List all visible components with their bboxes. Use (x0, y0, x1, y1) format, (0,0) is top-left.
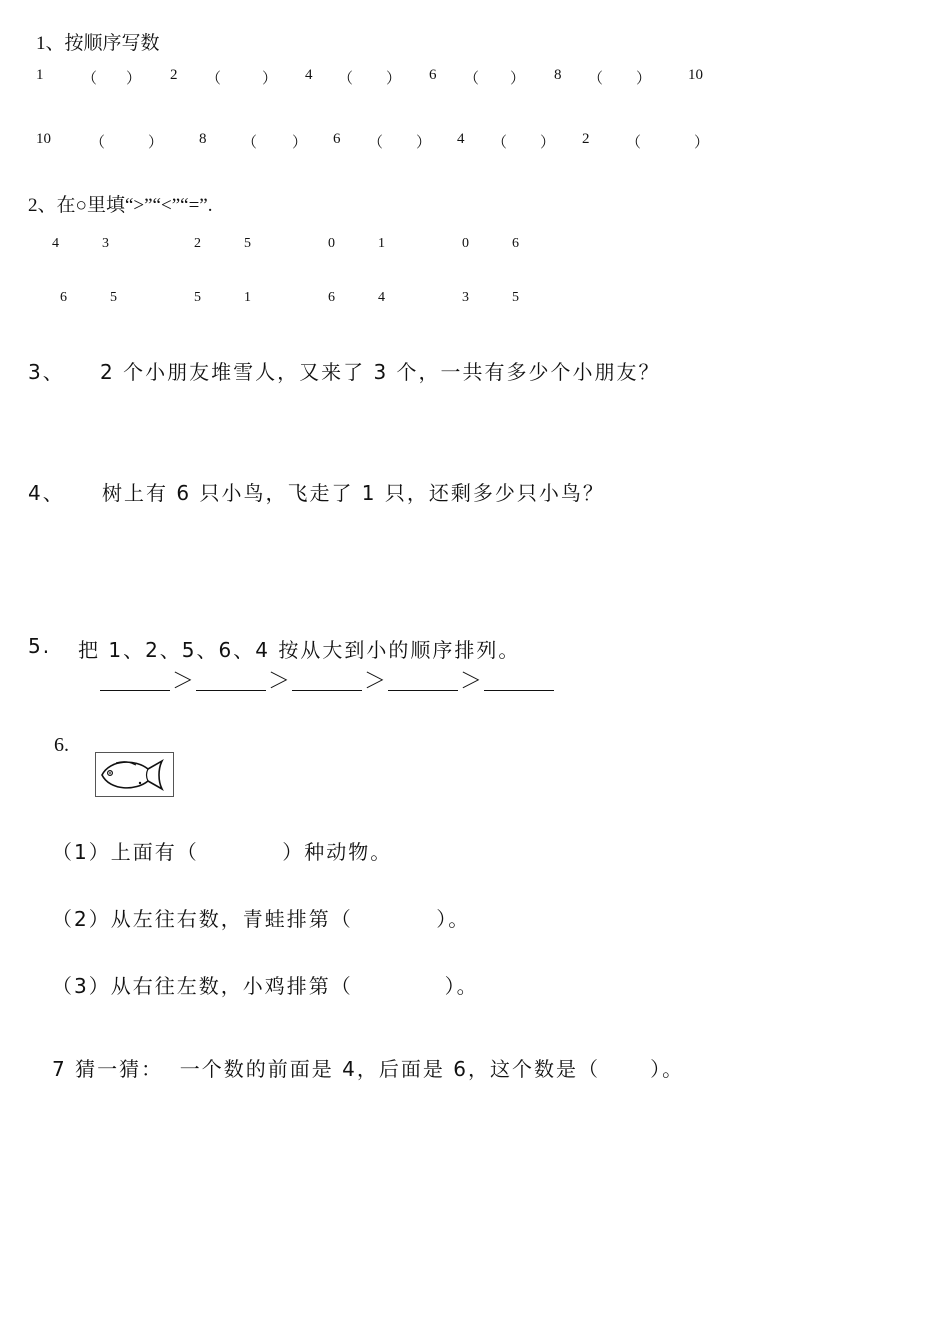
q1-row2-paren-open: （ (368, 135, 384, 151)
q1-row1-num: 4 (305, 67, 313, 83)
q2-number: 6 (328, 290, 335, 305)
q1-row1-paren-close: ） (262, 71, 278, 87)
q1-row2-num: 4 (457, 131, 465, 147)
answer-blank[interactable] (388, 690, 458, 691)
q1-row1-paren-open: （ (464, 71, 480, 87)
q1-row2-paren-close: ） (292, 135, 308, 151)
q1-row2-paren-close: ） (148, 135, 164, 151)
q1-row2-paren-open: （ (90, 135, 106, 151)
answer-blank[interactable] (100, 690, 170, 691)
q1-row2-num: 10 (36, 131, 51, 147)
q1-row2-paren-close: ） (416, 135, 432, 151)
q5-text: 把 1、2、5、6、4 按从大到小的顺序排列。 (78, 638, 521, 662)
greater-than-sign: ＞ (364, 669, 387, 694)
q1-row1-paren-open: （ (588, 71, 604, 87)
q1-row1-paren-open: （ (338, 71, 354, 87)
q2-number: 5 (194, 290, 201, 305)
greater-than-sign: ＞ (460, 669, 483, 694)
q2-number: 2 (194, 236, 201, 251)
q2-number: 6 (512, 236, 519, 251)
q1-row2-num: 8 (199, 131, 207, 147)
q2-number: 6 (60, 290, 67, 305)
animal-picture (95, 752, 174, 797)
q1-row1-paren-open: （ (206, 71, 222, 87)
q2-number: 0 (328, 236, 335, 251)
q1-row2-paren-open: （ (626, 135, 642, 151)
q1-row1-paren-close: ） (126, 71, 142, 87)
q1-row1-paren-close: ） (386, 71, 402, 87)
fish-icon (96, 753, 173, 796)
answer-blank[interactable] (292, 690, 362, 691)
q2-number: 3 (102, 236, 109, 251)
q2-number: 3 (462, 290, 469, 305)
q1-row1-paren-close: ） (636, 71, 652, 87)
q1-row1-paren-open: （ (82, 71, 98, 87)
q2-title: 2、在○里填“>”“<”“=”. (28, 195, 213, 216)
q3-number: 3、 (28, 360, 65, 384)
answer-blank[interactable] (196, 690, 266, 691)
greater-than-sign: ＞ (172, 669, 195, 694)
q1-row2-paren-close: ） (694, 135, 710, 151)
q1-row1-num: 8 (554, 67, 562, 83)
q1-row1-num: 6 (429, 67, 437, 83)
q3-text: 2 个小朋友堆雪人，又来了 3 个，一共有多少个小朋友？ (100, 360, 661, 384)
q6-item-1: （1）上面有（ ）种动物。 (52, 840, 393, 864)
q1-row2-num: 2 (582, 131, 590, 147)
greater-than-sign: ＞ (268, 669, 291, 694)
q2-number: 5 (110, 290, 117, 305)
q1-row2-paren-open: （ (492, 135, 508, 151)
q2-number: 4 (52, 236, 59, 251)
q2-number: 4 (378, 290, 385, 305)
q1-row1-num: 1 (36, 67, 44, 83)
q6-item-2: （2）从左往右数，青蛙排第（ ）。 (52, 907, 471, 931)
q1-row1-num: 2 (170, 67, 178, 83)
q6-number: 6. (54, 734, 69, 756)
q2-number: 1 (244, 290, 251, 305)
q4-text: 树上有 6 只小鸟，飞走了 1 只，还剩多少只小鸟？ (102, 481, 605, 505)
q1-row1-num: 10 (688, 67, 703, 83)
q1-title: 1、按顺序写数 (36, 33, 160, 54)
q1-row2-paren-close: ） (540, 135, 556, 151)
q2-number: 5 (512, 290, 519, 305)
q2-number: 5 (244, 236, 251, 251)
q4-number: 4、 (28, 481, 65, 505)
answer-blank[interactable] (484, 690, 554, 691)
q7-text: 7 猜一猜： 一个数的前面是 4，后面是 6，这个数是（ ）。 (52, 1057, 685, 1081)
q1-row2-paren-open: （ (242, 135, 258, 151)
q1-row2-num: 6 (333, 131, 341, 147)
q6-item-3: （3）从右往左数，小鸡排第（ ）。 (52, 974, 479, 998)
q1-row1-paren-close: ） (510, 71, 526, 87)
q2-number: 0 (462, 236, 469, 251)
q5-number: 5. (28, 634, 52, 658)
q2-number: 1 (378, 236, 385, 251)
